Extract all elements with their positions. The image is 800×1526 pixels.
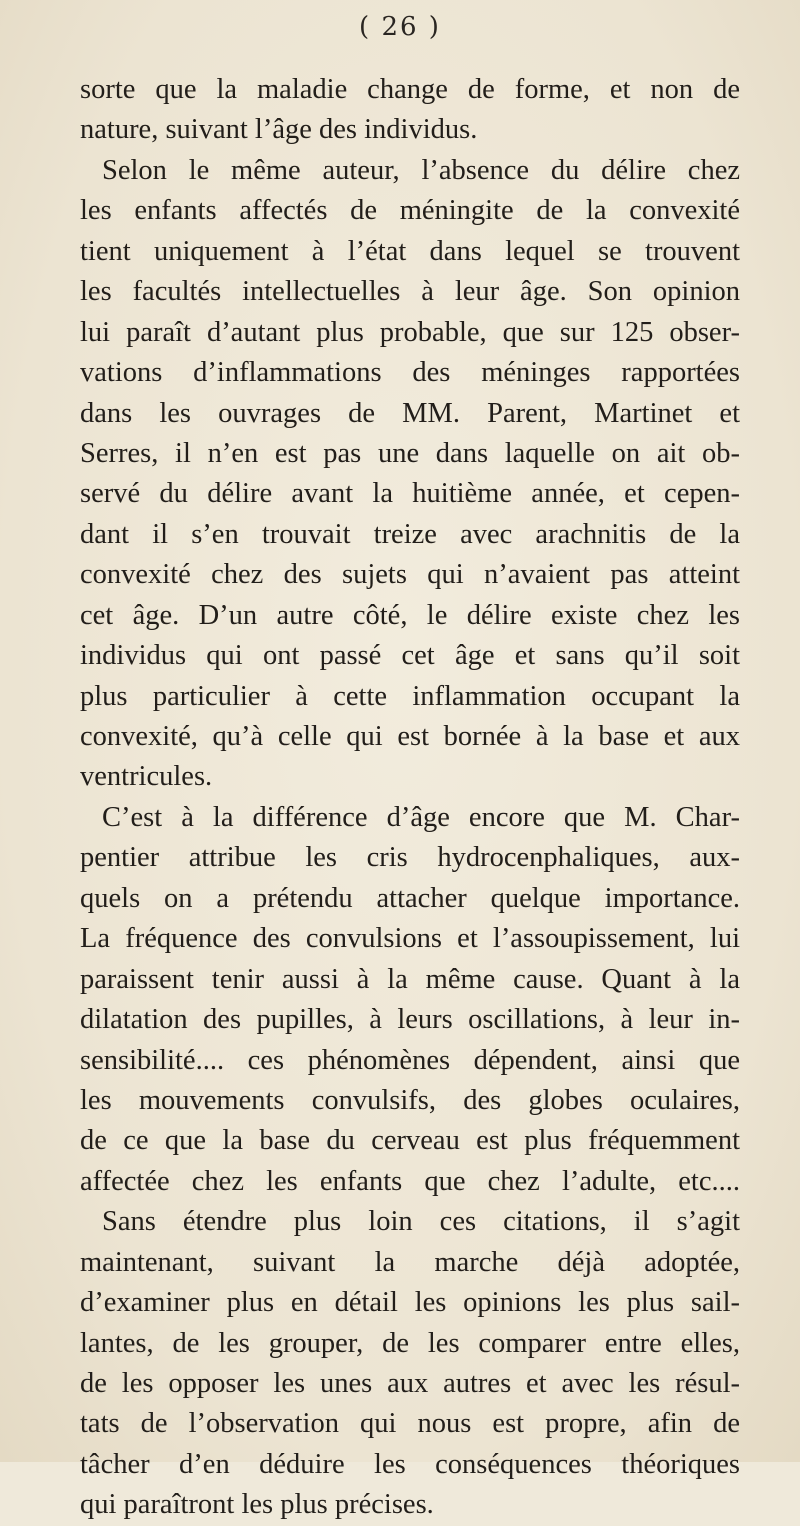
text-line: Selon le même auteur, l’absence du délire chez [102, 154, 740, 186]
text-line: tâcher d’en déduire les conséquences théoriques [80, 1448, 740, 1480]
text-line: d’examiner plus en détail les opinions les plus sail- [80, 1287, 740, 1319]
text-line: tats de l’observation qui nous est propre, afin de [80, 1408, 740, 1440]
text-line: ventricules. [80, 761, 213, 793]
text-line: cet âge. D’un autre côté, le délire existe chez les [80, 599, 740, 631]
text-line: convexité chez des sujets qui n’avaient pas atteint [80, 559, 740, 591]
text-line: La fréquence des convulsions et l’assoupissement, lui [80, 923, 740, 955]
body-text [80, 70, 740, 1526]
text-line: tient uniquement à l’état dans lequel se trouvent [80, 235, 740, 267]
text-line: les facultés intellectuelles à leur âge. Son opinion [80, 276, 740, 308]
text-line: pentier attribue les cris hydrocenphaliques, aux- [80, 842, 740, 874]
text-line: dant il s’en trouvait treize avec arachnitis de la [80, 518, 740, 550]
text-line: vations d’inflammations des méninges rapportées [80, 357, 740, 389]
text-line: dilatation des pupilles, à leurs oscillations, à leur in- [80, 1004, 740, 1036]
text-line: de les opposer les unes aux autres et avec les résul- [80, 1368, 740, 1399]
text-line: les enfants affectés de méningite de la convexité [80, 195, 740, 227]
text-line: Sans étendre plus loin ces citations, il s’agit [102, 1206, 740, 1238]
text-line: sorte que la maladie change de forme, et non de [80, 74, 740, 105]
text-line: Serres, il n’en est pas une dans laquelle on ait ob- [80, 437, 740, 469]
text-line: de ce que la base du cerveau est plus fréquemment [80, 1125, 740, 1157]
text-line: lui paraît d’autant plus probable, que sur 125 obser- [80, 316, 740, 348]
text-line: dans les ouvrages de MM. Parent, Martinet et [80, 397, 740, 429]
text-line: plus particulier à cette inflammation occupant la [80, 680, 740, 712]
page-number: ( 26 ) [359, 12, 441, 42]
text-line: C’est à la différence d’âge encore que M. Char- [102, 801, 740, 833]
text-line: quels on a prétendu attacher quelque importance. [80, 882, 740, 914]
text-line: nature, suivant l’âge des individus. [80, 114, 478, 146]
text-line: lantes, de les grouper, de les comparer entre elles, [80, 1327, 740, 1359]
text-line: sensibilité.... ces phénomènes dépendent, ainsi que [80, 1044, 740, 1076]
text-line: maintenant, suivant la marche déjà adoptée, [80, 1246, 740, 1278]
text-line: convexité, qu’à celle qui est bornée à la base et aux [80, 721, 740, 752]
text-line: servé du délire avant la huitième année, et cepen- [80, 478, 740, 510]
text-line: qui paraîtront les plus précises. [80, 1489, 434, 1521]
text-line: les mouvements convulsifs, des globes oculaires, [80, 1084, 740, 1116]
text-line: paraissent tenir aussi à la même cause. Quant à la [80, 963, 740, 995]
text-line: affectée chez les enfants que chez l’adulte, etc.... [80, 1165, 740, 1197]
text-line: individus qui ont passé cet âge et sans qu’il soit [80, 640, 740, 672]
